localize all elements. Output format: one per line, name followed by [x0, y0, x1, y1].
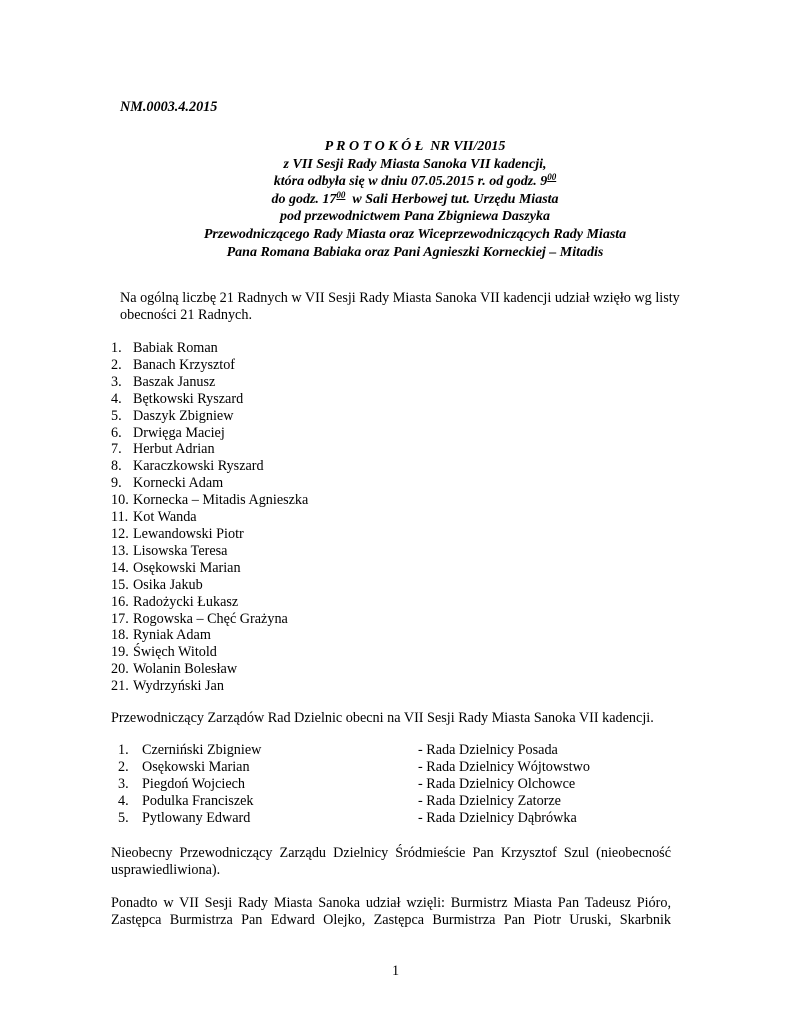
list-item-number: 1. — [111, 340, 122, 356]
list-item-number: 3. — [118, 775, 129, 792]
list-item — [111, 458, 308, 475]
list-item-number: 14. — [111, 559, 129, 576]
list-item-number: 8. — [111, 458, 122, 475]
list-item-name: Osękowski Marian — [133, 559, 241, 576]
list-item-number: 18. — [111, 627, 129, 644]
header-venue-text: w Sali Herbowej tut. Urzędu Miasta — [345, 191, 559, 207]
list-item-name: Banach Krzysztof — [133, 356, 236, 373]
header-start-minutes: 00 — [547, 172, 557, 183]
list-item-number: 20. — [111, 661, 129, 678]
list-item-name: Podulka Franciszek — [142, 792, 254, 809]
members-list — [111, 340, 308, 695]
list-item-number: 2. — [111, 356, 122, 373]
list-item-name: Lisowska Teresa — [133, 542, 228, 559]
list-item-number: 6. — [111, 424, 122, 441]
list-item-name: Babiak Roman — [133, 340, 218, 356]
list-item — [111, 408, 308, 425]
list-item-name: Karaczkowski Ryszard — [133, 458, 264, 475]
list-item-number: 5. — [111, 407, 122, 424]
list-item-name: Radożycki Łukasz — [133, 593, 239, 610]
protocol-title: P R O T O K Ó Ł NR VII/2015 — [324, 139, 506, 154]
list-item-number: 13. — [111, 542, 129, 559]
list-item — [111, 374, 308, 391]
absence-note: Nieobecny Przewodniczący Zarządu Dzielnicy Śródmieście Pan Krzysztof Szul (nieobecność usprawiedliwiona). — [111, 845, 671, 878]
list-item — [111, 475, 308, 492]
list-item — [111, 661, 308, 678]
list-item — [111, 577, 308, 594]
list-item-council: - Rada Dzielnicy Wójtowstwo — [418, 758, 590, 775]
header-line-date — [150, 173, 680, 191]
list-item-name: Osika Jakub — [133, 576, 203, 593]
district-chairs-intro: Przewodniczący Zarządów Rad Dzielnic obecni na VII Sesji Rady Miasta Sanoka VII kadencji. — [111, 710, 654, 726]
list-item — [111, 526, 308, 543]
list-item-name: Bętkowski Ryszard — [133, 390, 244, 407]
document-reference: NM.0003.4.2015 — [120, 99, 218, 115]
list-item-name: Piegdoń Wojciech — [142, 775, 246, 792]
list-item-name: Wolanin Bolesław — [133, 661, 238, 678]
header-line-chair: pod przewodnictwem Pana Zbigniewa Daszyka — [280, 209, 550, 225]
list-item-number: 9. — [111, 475, 122, 492]
list-item — [118, 759, 618, 776]
list-item-name: Wydrzyński Jan — [133, 678, 224, 695]
list-item-name: Pytlowany Edward — [142, 809, 251, 826]
list-item — [111, 594, 308, 611]
list-item-number: 16. — [111, 593, 129, 610]
list-item-number: 21. — [111, 678, 129, 695]
header-end-minutes: 00 — [336, 189, 346, 200]
list-item-number: 7. — [111, 441, 122, 458]
list-item-council: - Rada Dzielnicy Olchowce — [418, 775, 576, 792]
list-item-number: 1. — [118, 742, 129, 758]
list-item-number: 4. — [111, 390, 122, 407]
list-item — [111, 425, 308, 442]
list-item-name: Kornecki Adam — [133, 475, 224, 492]
header-line-session: z VII Sesji Rady Miasta Sanoka VII kadencji, — [283, 156, 547, 172]
list-item-name: Herbut Adrian — [133, 441, 215, 458]
attendance-intro: Na ogólną liczbę 21 Radnych w VII Sesji Rady Miasta Sanoka VII kadencji udział wzięło wg listy obecności 21 Radnych. — [120, 290, 680, 323]
list-item-name: Lewandowski Piotr — [133, 525, 244, 542]
list-item-name: Kot Wanda — [133, 509, 197, 526]
list-item-name: Kornecka – Mitadis Agnieszka — [133, 492, 309, 509]
district-chairs-list — [118, 742, 618, 826]
list-item-name: Ryniak Adam — [133, 627, 211, 644]
list-item-name: Czerniński Zbigniew — [142, 742, 262, 758]
list-item — [118, 742, 618, 759]
list-item-number: 17. — [111, 610, 129, 627]
list-item-number: 12. — [111, 525, 129, 542]
list-item — [111, 560, 308, 577]
header-date-text: która odbyła się w dniu 07.05.2015 r. od godz. 9 — [273, 174, 548, 190]
list-item — [111, 543, 308, 560]
header-end-text: do godz. 17 — [271, 191, 337, 207]
list-item-number: 5. — [118, 809, 129, 826]
list-item — [111, 391, 308, 408]
list-item-name: Rogowska – Chęć Grażyna — [133, 610, 288, 627]
list-item — [111, 340, 308, 357]
list-item — [118, 793, 618, 810]
list-item-name: Daszyk Zbigniew — [133, 407, 234, 424]
list-item — [111, 509, 308, 526]
list-item — [111, 644, 308, 661]
list-item — [118, 776, 618, 793]
list-item-number: 3. — [111, 373, 122, 390]
list-item — [111, 678, 308, 695]
header-line-vice-names: Pana Romana Babiaka oraz Pani Agnieszki Korneckiej – Mitadis — [226, 244, 604, 260]
list-item — [111, 627, 308, 644]
list-item — [111, 611, 308, 628]
list-item — [111, 492, 308, 509]
other-attendees-paragraph: Ponadto w VII Sesji Rady Miasta Sanoka udział wzięli: Burmistrz Miasta Pan Tadeusz Pióro, Zastępca Burmistrza Pan Edward Olejko, Zastępca Burmistrza Pan Piotr Uruski, Skarbnik — [111, 895, 671, 928]
list-item — [111, 357, 308, 374]
list-item-number: 19. — [111, 644, 129, 661]
list-item-number: 2. — [118, 758, 129, 775]
list-item-number: 15. — [111, 576, 129, 593]
header-line-end-time — [150, 191, 680, 209]
list-item-council: - Rada Dzielnicy Dąbrówka — [418, 809, 577, 826]
list-item-name: Baszak Janusz — [133, 373, 216, 390]
list-item-council: - Rada Dzielnicy Posada — [418, 742, 558, 758]
list-item-number: 4. — [118, 792, 129, 809]
list-item — [111, 441, 308, 458]
list-item-name: Osękowski Marian — [142, 758, 250, 775]
list-item-number: 11. — [111, 509, 129, 526]
header-line-vice: Przewodniczącego Rady Miasta oraz Wiceprzewodniczących Rady Miasta — [203, 226, 627, 242]
list-item-council: - Rada Dzielnicy Zatorze — [418, 792, 561, 809]
list-item-number: 10. — [111, 492, 129, 509]
list-item — [118, 810, 618, 827]
page-number: 1 — [391, 963, 400, 979]
protocol-header — [150, 138, 680, 261]
list-item-name: Drwięga Maciej — [133, 424, 225, 441]
list-item-name: Święch Witold — [133, 644, 217, 661]
